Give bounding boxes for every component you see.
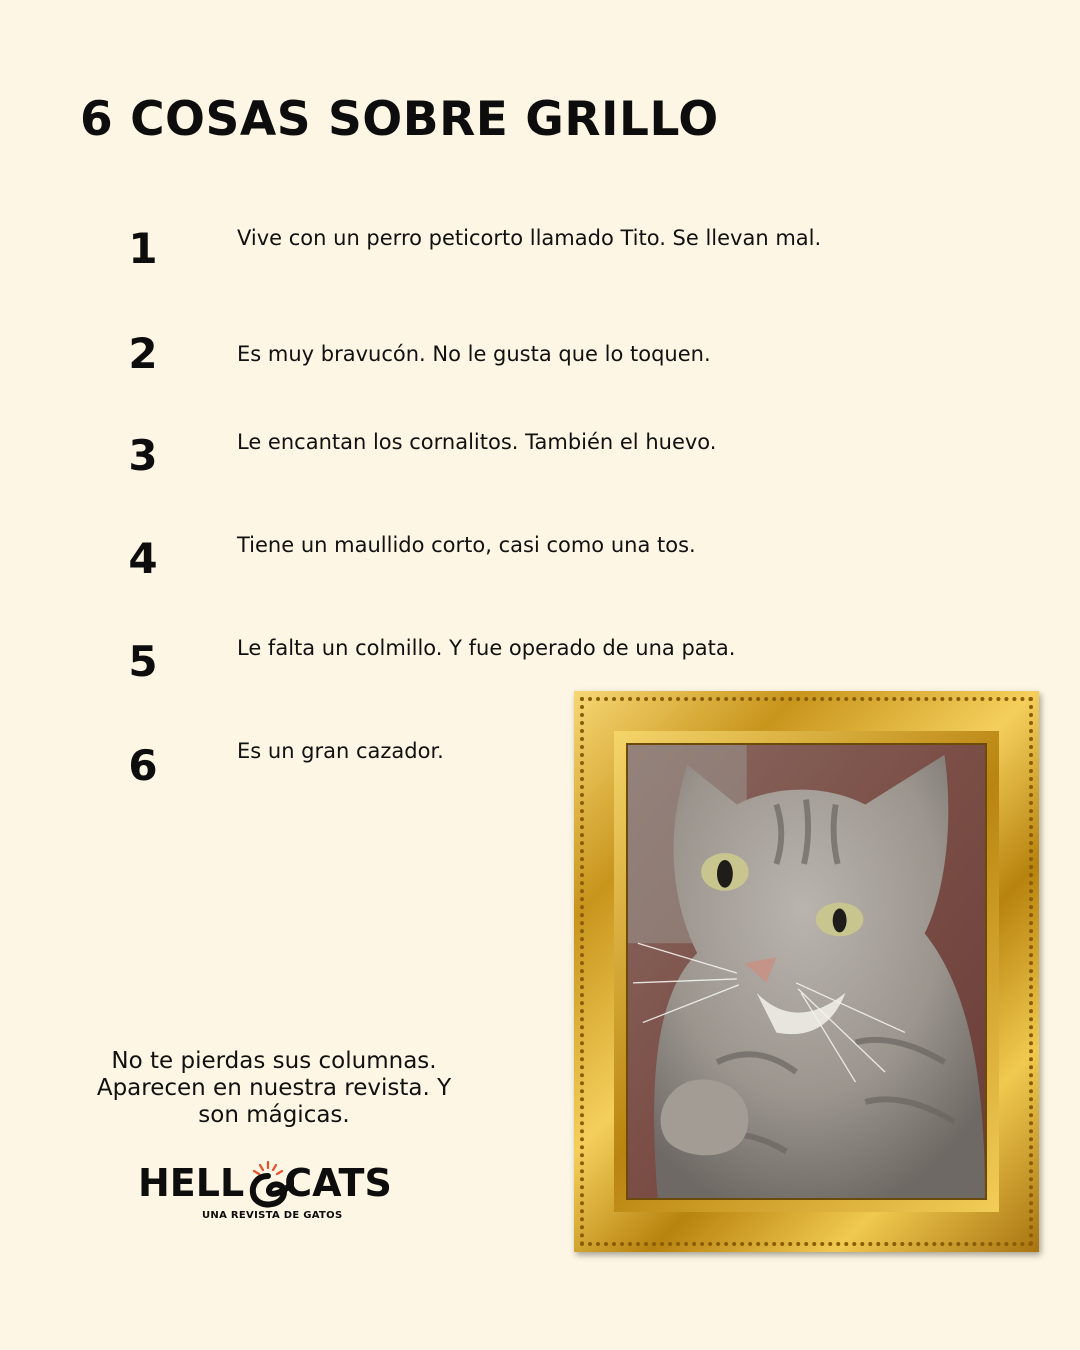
logo-tagline: UNA REVISTA DE GATOS	[202, 1210, 343, 1221]
promo-text: No te pierdas sus columnas. Aparecen en nuestra revista. Y son mágicas.	[96, 1048, 452, 1128]
list-item	[0, 533, 1080, 618]
cat-o-icon	[248, 1160, 294, 1208]
fact-number: 4	[128, 534, 158, 583]
logo-word-right: CATS	[284, 1161, 392, 1205]
hello-cats-logo[interactable]	[138, 1160, 392, 1224]
logo-word-left: HELL	[138, 1161, 245, 1205]
list-item	[0, 329, 1080, 413]
fact-text: Tiene un maullido corto, casi como una tos.	[237, 533, 696, 557]
list-item	[0, 430, 1080, 515]
fact-text: Es un gran cazador.	[237, 739, 444, 763]
cat-photo-icon	[628, 745, 985, 1198]
fact-number: 3	[128, 431, 158, 480]
page-title: 6 COSAS SOBRE GRILLO	[80, 92, 719, 147]
fact-text: Es muy bravucón. No le gusta que lo toquen.	[237, 342, 711, 366]
fact-text: Le encantan los cornalitos. También el huevo.	[237, 430, 717, 454]
picture-frame	[574, 691, 1039, 1252]
fact-number: 1	[128, 224, 158, 273]
fact-number: 5	[128, 637, 158, 686]
fact-text: Vive con un perro peticorto llamado Tito. Se llevan mal.	[237, 226, 822, 250]
fact-number: 2	[128, 329, 158, 378]
cat-photo	[626, 743, 987, 1200]
fact-text: Le falta un colmillo. Y fue operado de una pata.	[237, 636, 736, 660]
fact-number: 6	[128, 741, 158, 790]
list-item	[0, 224, 1080, 308]
